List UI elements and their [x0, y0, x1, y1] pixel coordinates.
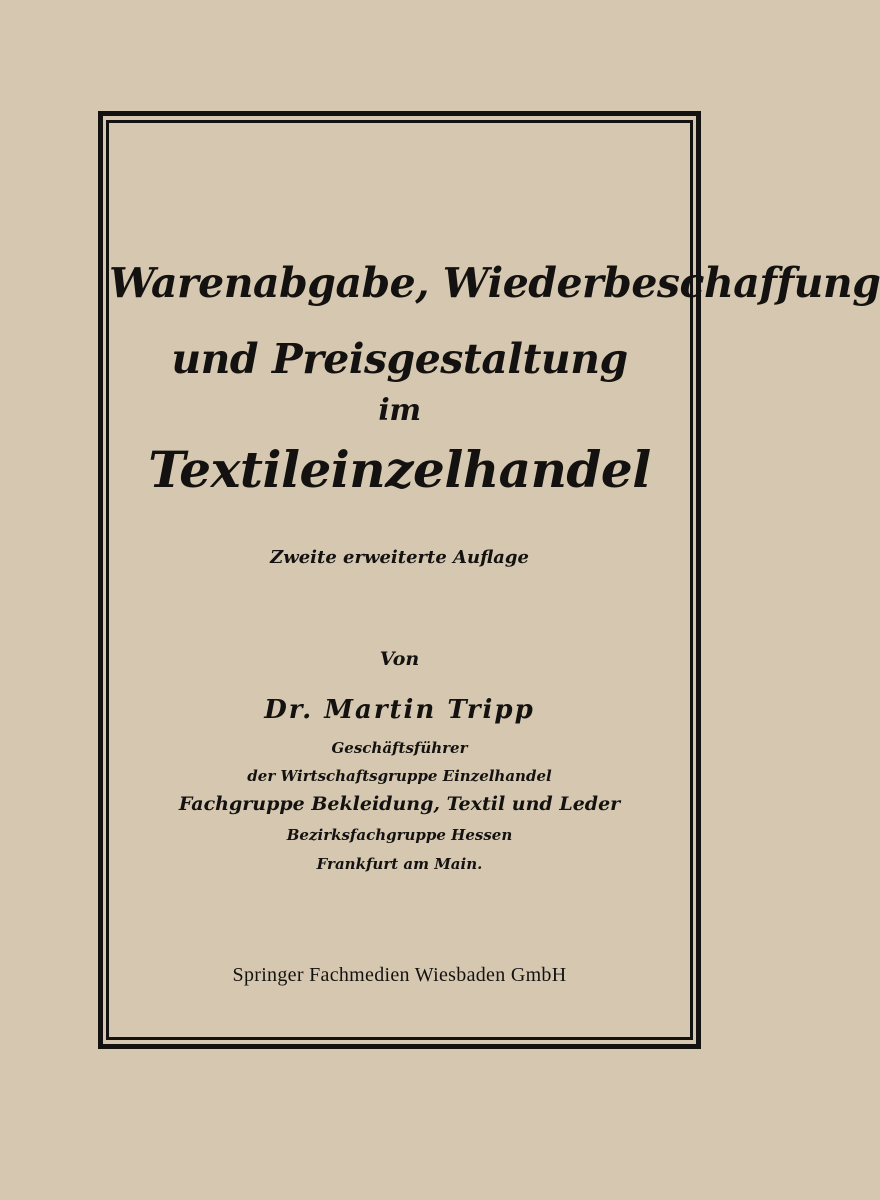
by-label: Von [379, 648, 420, 670]
title-line-1: Warenabgabe, Wiederbeschaffung [109, 259, 880, 307]
author-affiliation-line-1: Geschäftsführer [331, 739, 468, 757]
title-line-4: Textileinzelhandel [148, 440, 651, 499]
author-affiliation-line-2: der Wirtschaftsgruppe Einzelhandel [247, 767, 552, 785]
title-line-3: im [378, 393, 421, 428]
cover-content [109, 123, 880, 1037]
author-affiliation-line-4: Bezirksfachgruppe Hessen [286, 826, 513, 844]
author-affiliation-line-5: Frankfurt am Main. [316, 855, 483, 873]
author-name: Dr. Martin Tripp [264, 695, 535, 725]
edition-label: Zweite erweiterte Auflage [270, 547, 529, 568]
author-affiliation-line-3: Fachgruppe Bekleidung, Textil und Leder [178, 793, 621, 815]
title-line-2: und Preisgestaltung [171, 335, 628, 383]
publisher-name: Springer Fachmedien Wiesbaden GmbH [232, 964, 567, 986]
